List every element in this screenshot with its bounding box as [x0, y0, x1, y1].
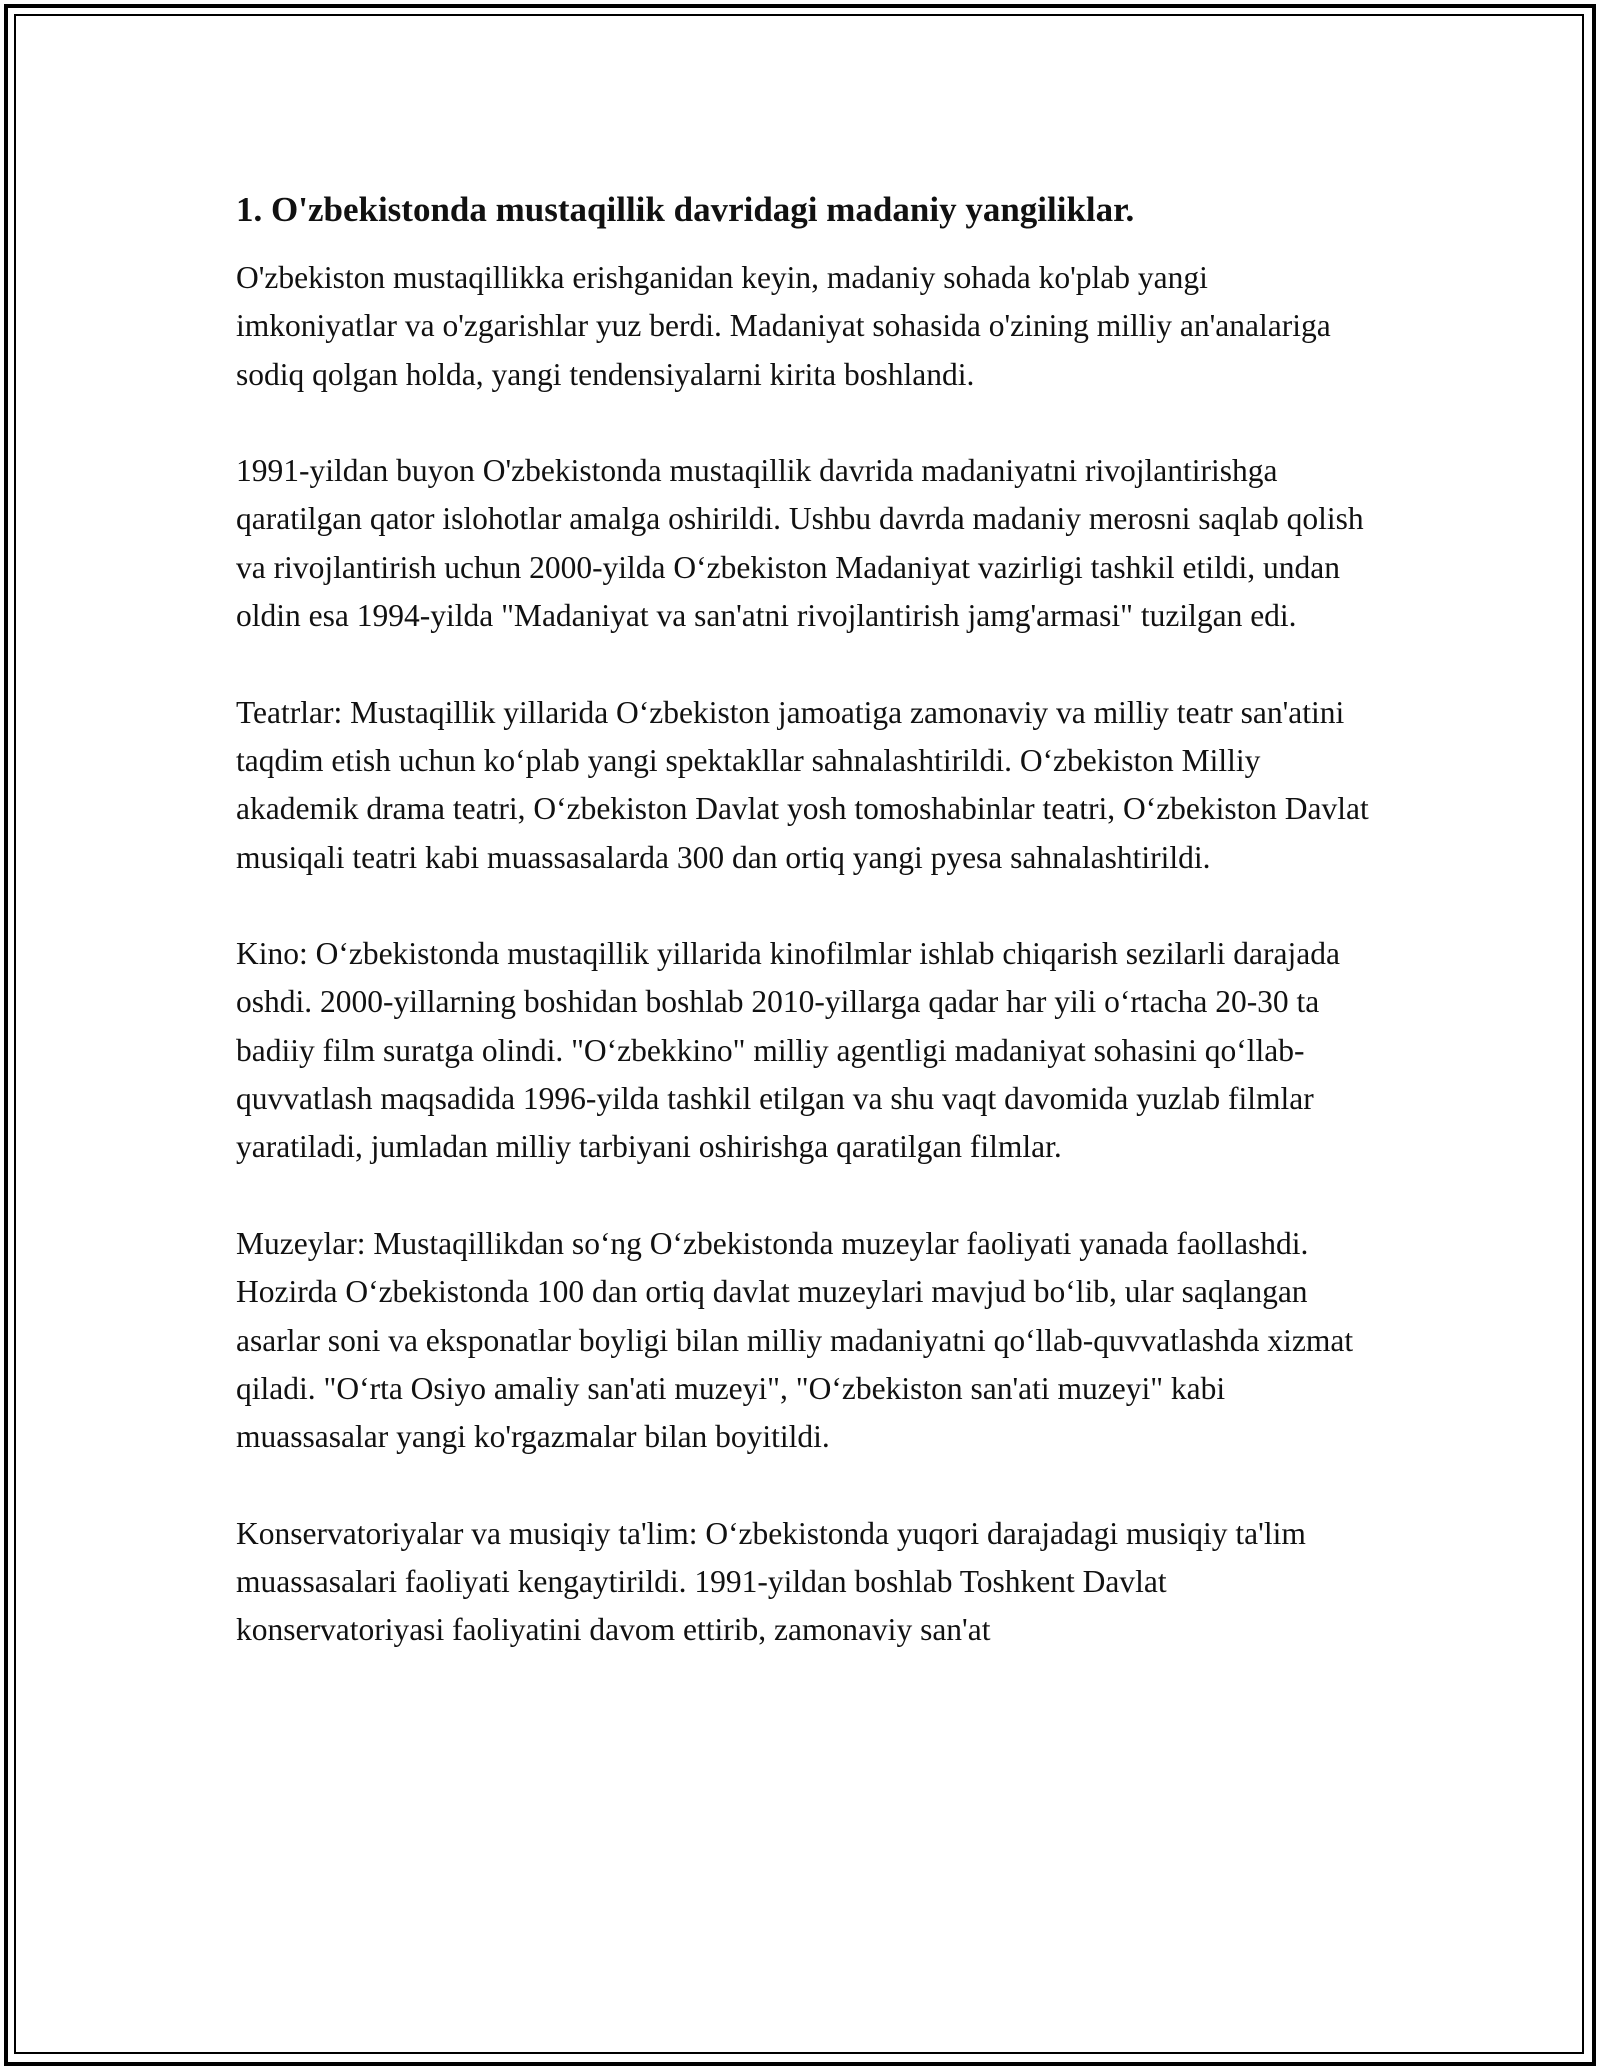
paragraph-theaters: Teatrlar: Mustaqillik yillarida O‘zbekiston jamoatiga zamonaviy va milliy teatr san'atini taqdim etish uchun ko‘plab yangi spektakllar sahnalashtirildi. O‘zbekiston Milliy akademik drama teatri, O‘zbekiston Davlat yosh tomoshabinlar teatri, O‘zbekiston Davlat musiqali teatri kabi muassasalarda 300 dan ortiq yangi pyesa sahnalashtirildi.: [236, 694, 1369, 875]
paragraph-conservatories: Konservatoriyalar va musiqiy ta'lim: O‘zbekistonda yuqori darajadagi musiqiy ta'lim muassasalari faoliyati kengaytirildi. 1991-yildan boshlab Toshkent Davlat konservatoriyasi faoliyatini davom ettirib, zamonaviy san'at: [236, 1515, 1306, 1648]
paragraph-reforms: 1991-yildan buyon O'zbekistonda mustaqillik davrida madaniyatni rivojlantirishga qaratilgan qator islohotlar amalga oshirildi. Ushbu davrda madaniy merosni saqlab qolish va rivojlantirish uchun 2000-yilda O‘zbekiston Madaniyat vazirligi tashkil etildi, undan oldin esa 1994-yilda "Madaniyat va san'atni rivojlantirish jamg'armasi" tuzilgan edi.: [236, 453, 1364, 634]
document-title: 1. O'zbekistonda mustaqillik davridagi madaniy yangiliklar.: [236, 190, 1135, 229]
document-body: [236, 186, 1376, 1703]
paragraph-intro: O'zbekiston mustaqillikka erishganidan keyin, madaniy sohada ko'plab yangi imkoniyatlar va o'zgarishlar yuz berdi. Madaniyat sohasida o'zining milliy an'analariga sodiq qolgan holda, yangi tendensiyalarni kirita boshlandi.: [236, 260, 1331, 392]
paragraph-museums: Muzeylar: Mustaqillikdan so‘ng O‘zbekistonda muzeylar faoliyati yanada faollashdi. Hozirda O‘zbekistonda 100 dan ortiq davlat muzeylari mavjud bo‘lib, ular saqlangan asarlar soni va eksponatlar boyligi bilan milliy madaniyatni qo‘llab-quvvatlashda xizmat qiladi. "O‘rta Osiyo amaliy san'ati muzeyi", "O‘zbekiston san'ati muzeyi" kabi muassasalar yangi ko'rgazmalar bilan boyitildi.: [236, 1225, 1354, 1455]
paragraph-cinema: Kino: O‘zbekistonda mustaqillik yillarida kinofilmlar ishlab chiqarish sezilarli darajada oshdi. 2000-yillarning boshidan boshlab 2010-yillarga qadar har yili o‘rtacha 20-30 ta badiiy film suratga olindi. "O‘zbekkino" milliy agentligi madaniyat sohasini qo‘llab-quvvatlash maqsadida 1996-yilda tashkil etilgan va shu vaqt davomida yuzlab filmlar yaratiladi, jumladan milliy tarbiyani oshirishga qaratilgan filmlar.: [236, 936, 1340, 1165]
